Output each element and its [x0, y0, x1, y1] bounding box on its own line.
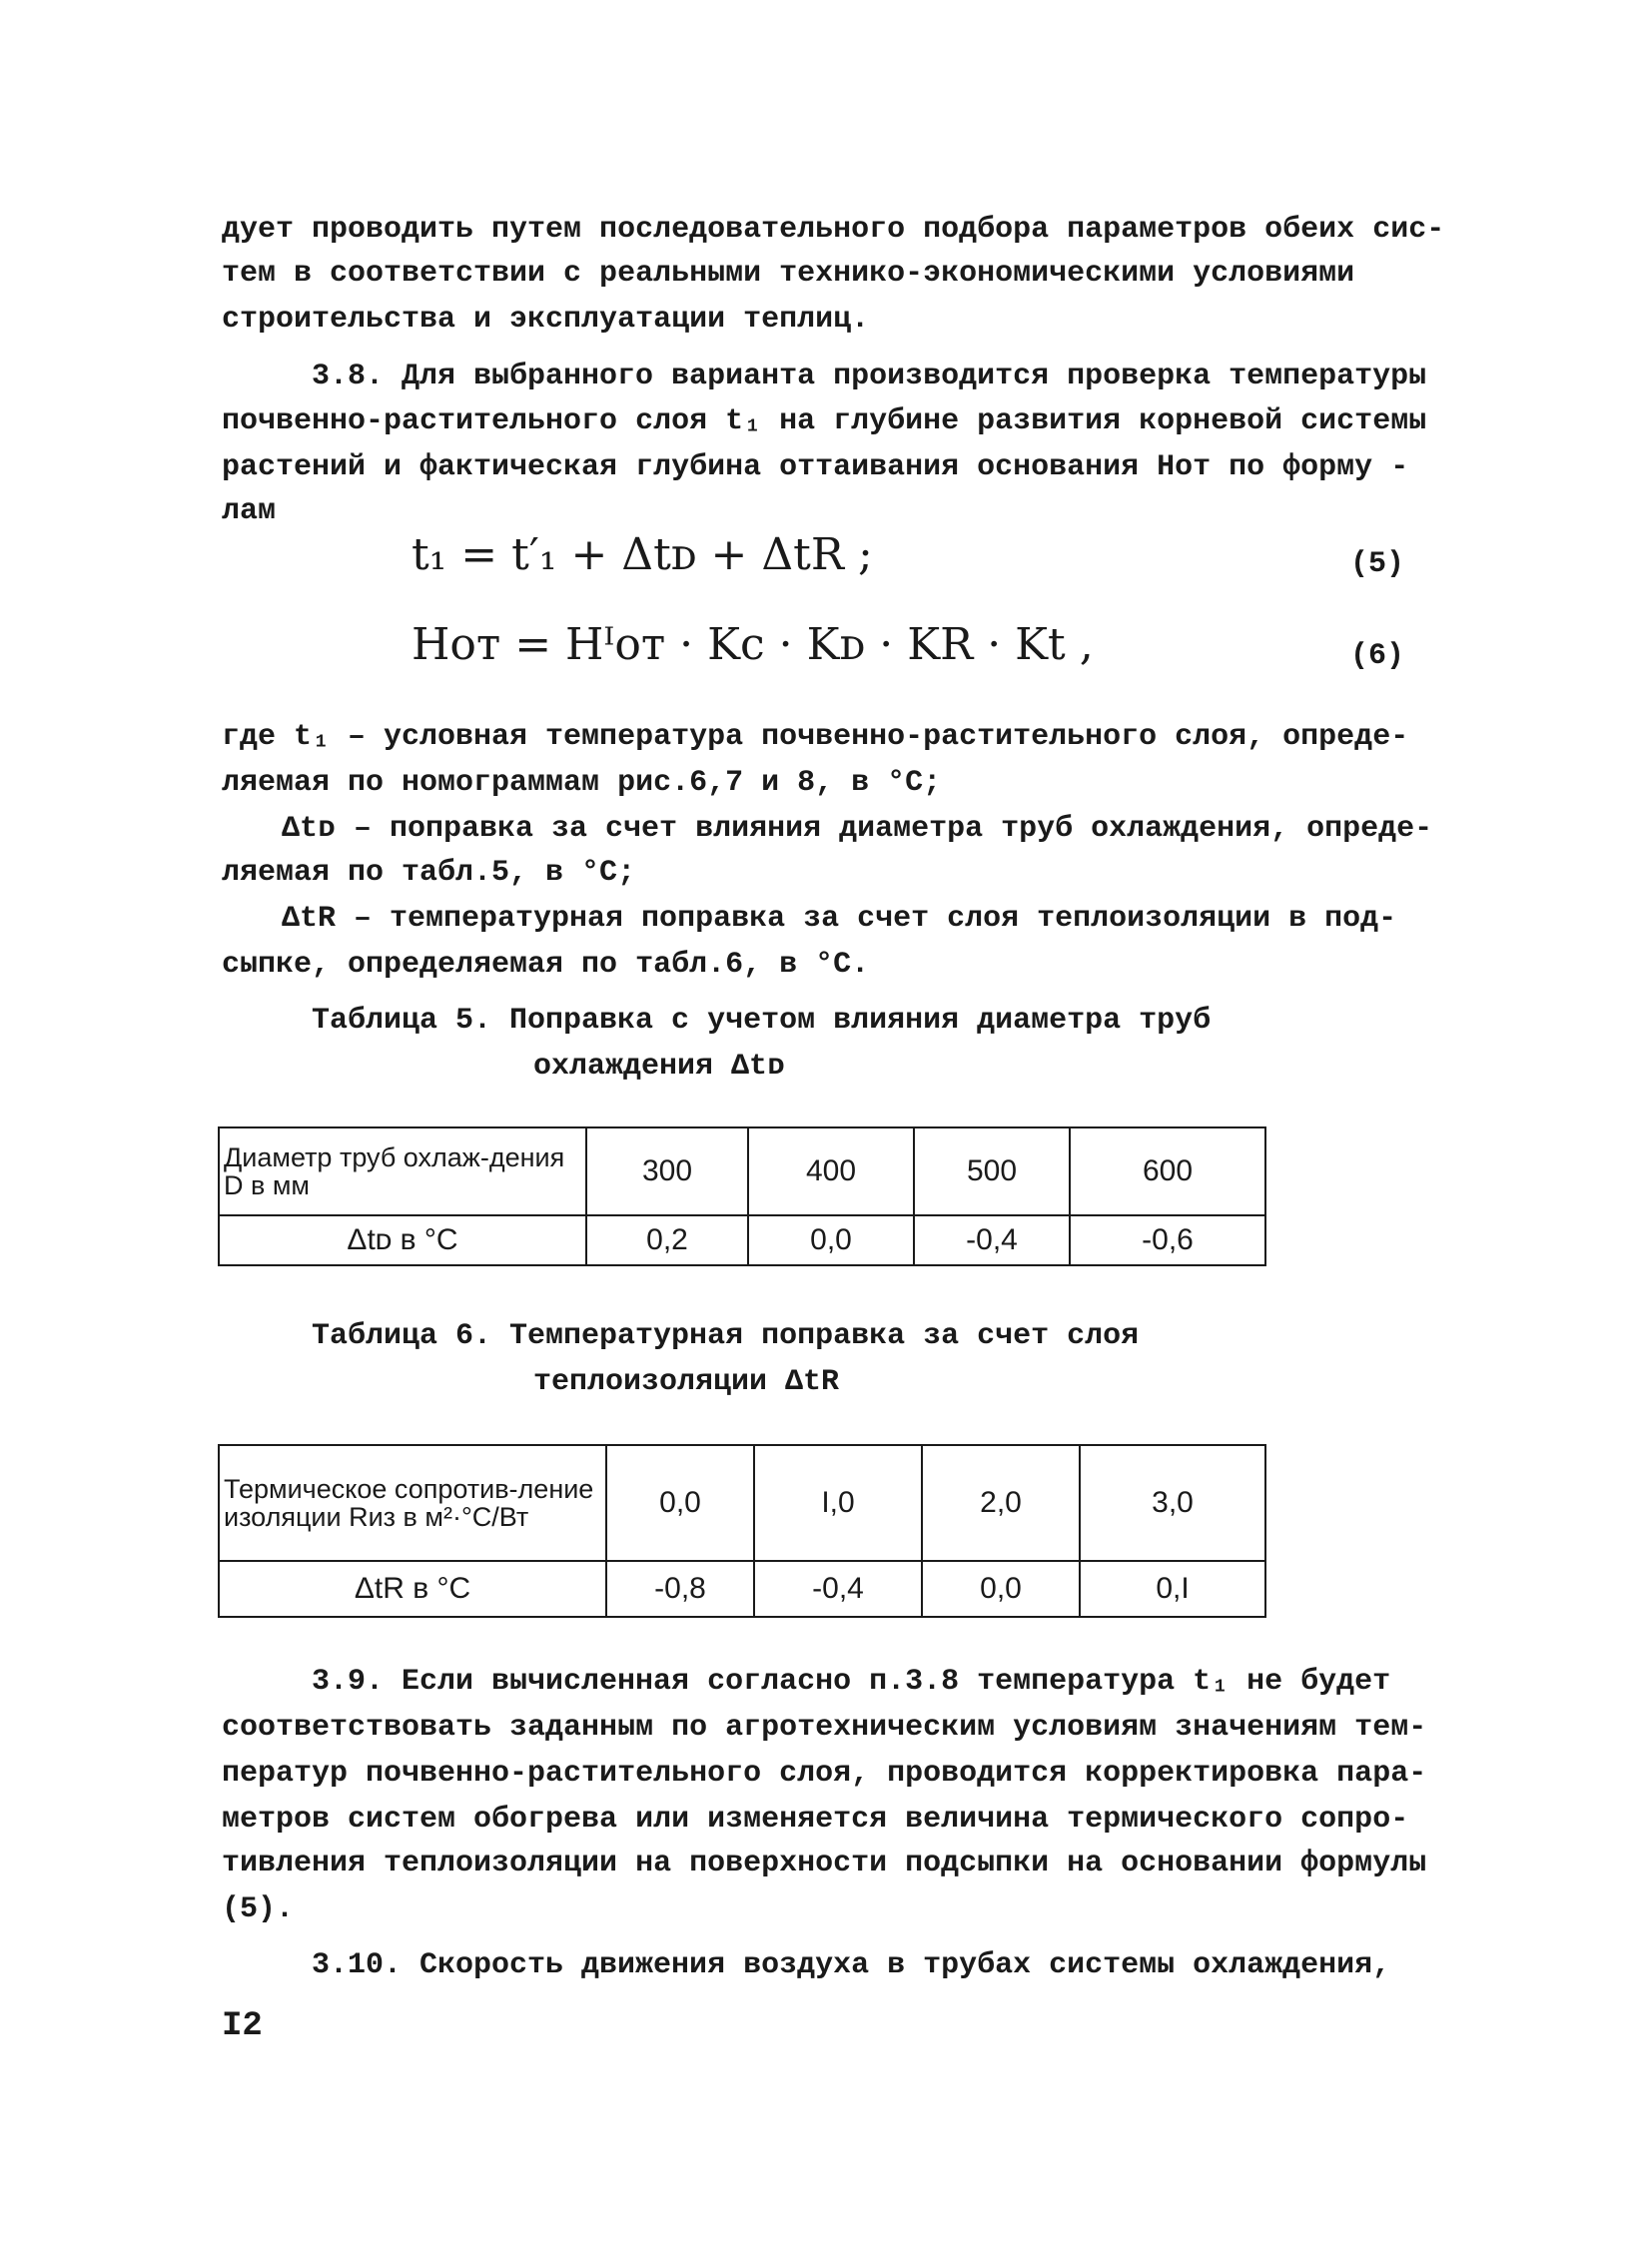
table-cell: I,0 — [754, 1445, 922, 1561]
table-5-caption: охлаждения Δtᴅ — [533, 1050, 786, 1084]
formula-number: (5) — [1350, 547, 1405, 581]
text-line: растений и фактическая глубина оттаивания основания Hот по форму - — [222, 450, 1409, 484]
text-line: где t₁ – условная температура почвенно-растительного слоя, опреде- — [222, 720, 1409, 754]
table-cell: -0,6 — [1070, 1215, 1265, 1265]
table-cell: 0,2 — [586, 1215, 748, 1265]
formula-5: t₁ = t′₁ + Δtᴅ + ΔtR ; — [412, 529, 873, 580]
table-6-caption: теплоизоляции ΔtR — [533, 1365, 840, 1399]
text-line: тивления теплоизоляции на поверхности подсыпки на основании формулы — [222, 1847, 1427, 1880]
text-line: тем в соответствии с реальными технико-экономическими условиями — [222, 257, 1355, 291]
table-cell: -0,4 — [754, 1561, 922, 1617]
table-5 — [218, 1126, 1266, 1266]
text-line: ляемая по табл.5, в °C; — [222, 856, 636, 890]
table-cell: 600 — [1070, 1127, 1265, 1215]
table-header-cell: Термическое сопротив-ление изоляции Rиз в м²·°C/Вт — [219, 1445, 606, 1561]
text-line: (5). — [222, 1892, 295, 1926]
text-line: лам — [222, 494, 277, 528]
formula-number: (6) — [1350, 639, 1405, 673]
text-line: ператур почвенно-растительного слоя, проводится корректировка пара- — [222, 1757, 1427, 1791]
table-header-cell: Δtᴅ в °C — [219, 1215, 586, 1265]
table-cell: 3,0 — [1080, 1445, 1265, 1561]
text-line: 3.10. Скорость движения воздуха в трубах системы охлаждения, — [312, 1948, 1391, 1982]
table-cell: 0,0 — [606, 1445, 754, 1561]
text-line: строительства и эксплуатации теплиц. — [222, 303, 870, 337]
text-line: метров систем обогрева или изменяется величина термического сопро- — [222, 1803, 1409, 1837]
text-line: соответствовать заданным по агротехническим условиям значениям тем- — [222, 1711, 1427, 1745]
text-line: ляемая по номограммам рис.6,7 и 8, в °C; — [222, 766, 942, 800]
table-cell: 500 — [914, 1127, 1070, 1215]
table-header-cell: Диаметр труб охлаж-дения D в мм — [219, 1127, 586, 1215]
table-cell: 0,0 — [748, 1215, 914, 1265]
table-row — [219, 1127, 1265, 1215]
table-cell: -0,4 — [914, 1215, 1070, 1265]
page-number: I2 — [222, 2007, 263, 2045]
text-line: 3.8. Для выбранного варианта производится проверка температуры — [312, 360, 1427, 393]
formula-6: Hот = Hᴵот · Kc · Kᴅ · KR · Kt , — [412, 619, 1094, 670]
table-6-caption: Таблица 6. Температурная поправка за счет слоя — [312, 1319, 1140, 1353]
text-line: дует проводить путем последовательного подбора параметров обеих сис- — [222, 213, 1445, 247]
table-cell: 0,0 — [922, 1561, 1080, 1617]
table-cell: 400 — [748, 1127, 914, 1215]
table-row — [219, 1445, 1265, 1561]
text-line: 3.9. Если вычисленная согласно п.3.8 температура t₁ не будет — [312, 1665, 1391, 1699]
text-line: сыпке, определяемая по табл.6, в °C. — [222, 948, 870, 982]
table-5-caption: Таблица 5. Поправка с учетом влияния диаметра труб — [312, 1004, 1212, 1038]
table-row — [219, 1215, 1265, 1265]
table-cell: 2,0 — [922, 1445, 1080, 1561]
table-cell: 300 — [586, 1127, 748, 1215]
text-line: Δtᴅ – поправка за счет влияния диаметра труб охлаждения, опреде- — [282, 812, 1433, 846]
text-line: ΔtR – температурная поправка за счет слоя теплоизоляции в под- — [282, 902, 1397, 936]
table-row — [219, 1561, 1265, 1617]
table-cell: -0,8 — [606, 1561, 754, 1617]
table-cell: 0,I — [1080, 1561, 1265, 1617]
table-6 — [218, 1444, 1266, 1618]
table-header-cell: ΔtR в °C — [219, 1561, 606, 1617]
text-line: почвенно-растительного слоя t₁ на глубине развития корневой системы — [222, 404, 1427, 438]
